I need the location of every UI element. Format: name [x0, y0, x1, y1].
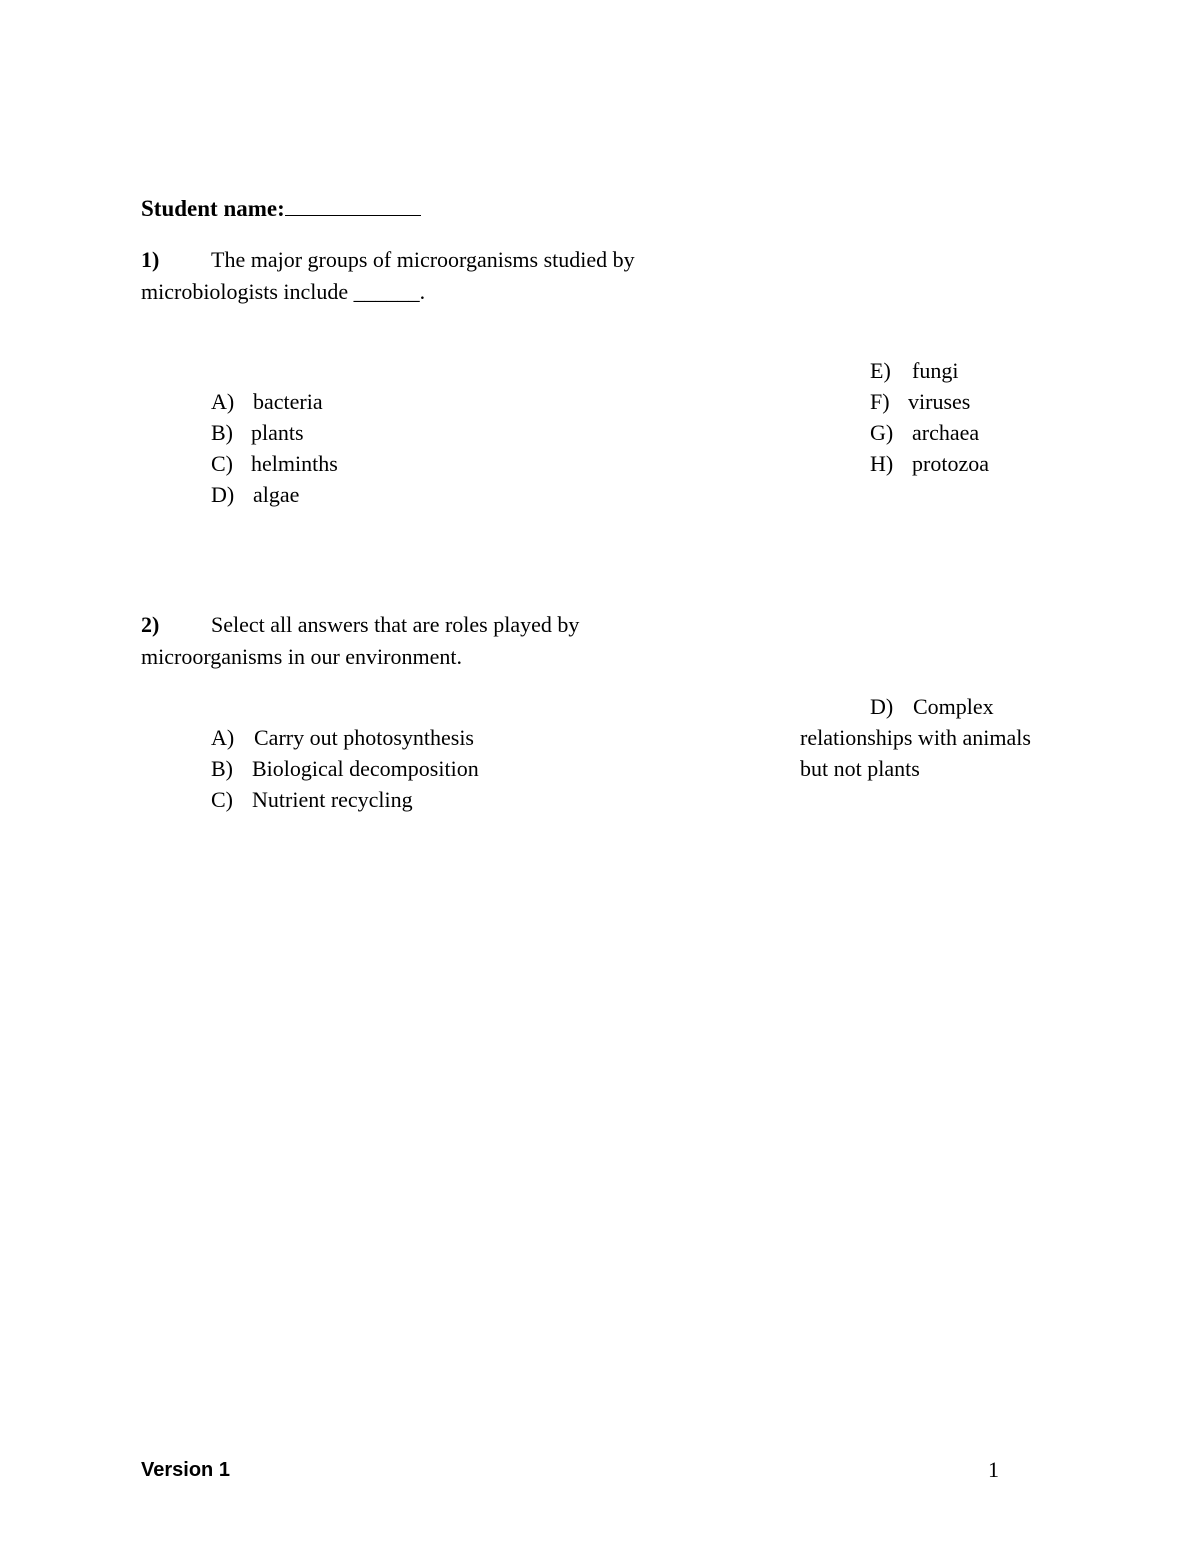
q2-option-b-text: Biological decomposition: [252, 756, 479, 781]
q1-option-h-text: protozoa: [912, 451, 989, 476]
q2-option-a-letter: A): [211, 725, 235, 750]
student-name-blank[interactable]: [285, 193, 421, 216]
question-1-text-line-1: The major groups of microorganisms studied by: [211, 247, 635, 272]
q1-option-a-letter: A): [211, 389, 235, 414]
q2-option-a[interactable]: [211, 722, 474, 753]
q1-option-c[interactable]: [211, 448, 338, 479]
student-name-label: Student name:: [141, 196, 285, 221]
q2-option-d-text-line-2: relationships with animals: [800, 725, 1031, 750]
q2-option-c-letter: C): [211, 787, 233, 812]
footer-page-number: 1: [988, 1457, 999, 1482]
q2-option-d-text-line-1: Complex: [913, 694, 994, 719]
question-2-text-line-1: Select all answers that are roles played by: [211, 612, 580, 637]
q1-option-g-letter: G): [870, 420, 894, 445]
question-2-number: 2): [141, 612, 160, 637]
q1-option-a[interactable]: [211, 386, 323, 417]
q1-option-e-letter: E): [870, 358, 891, 383]
q1-option-d-text: algae: [253, 482, 300, 507]
q1-option-f-letter: F): [870, 389, 890, 414]
q2-option-d-text-line-3: but not plants: [800, 756, 920, 781]
q2-option-d-letter: D): [870, 694, 894, 719]
q1-option-h[interactable]: [870, 448, 989, 479]
q1-option-c-letter: C): [211, 451, 233, 476]
q1-option-b-text: plants: [251, 420, 304, 445]
question-2-text-line-2: microorganisms in our environment.: [141, 644, 462, 669]
q1-option-f-text: viruses: [908, 389, 971, 414]
question-1-text-line-2: microbiologists include ______.: [141, 279, 426, 304]
q1-option-c-text: helminths: [251, 451, 338, 476]
q2-option-b-letter: B): [211, 756, 233, 781]
q1-option-e[interactable]: [870, 355, 958, 386]
q2-option-a-text: Carry out photosynthesis: [254, 725, 474, 750]
q1-option-d-letter: D): [211, 482, 235, 507]
question-2-line-1: [141, 609, 580, 640]
q2-option-d[interactable]: [870, 691, 994, 722]
question-1-line-1: [141, 244, 635, 275]
q1-option-b-letter: B): [211, 420, 233, 445]
q1-option-d[interactable]: [211, 479, 299, 510]
q1-option-a-text: bacteria: [253, 389, 323, 414]
q1-option-f[interactable]: [870, 386, 970, 417]
q2-option-c[interactable]: [211, 784, 413, 815]
q1-option-g[interactable]: [870, 417, 979, 448]
q2-option-c-text: Nutrient recycling: [252, 787, 413, 812]
q1-option-h-letter: H): [870, 451, 894, 476]
footer-version: Version 1: [141, 1459, 230, 1481]
q1-option-b[interactable]: [211, 417, 304, 448]
q1-option-g-text: archaea: [912, 420, 980, 445]
q2-option-b[interactable]: [211, 753, 479, 784]
q1-option-e-text: fungi: [912, 358, 959, 383]
question-1-number: 1): [141, 247, 160, 272]
student-name-field: [141, 193, 421, 224]
